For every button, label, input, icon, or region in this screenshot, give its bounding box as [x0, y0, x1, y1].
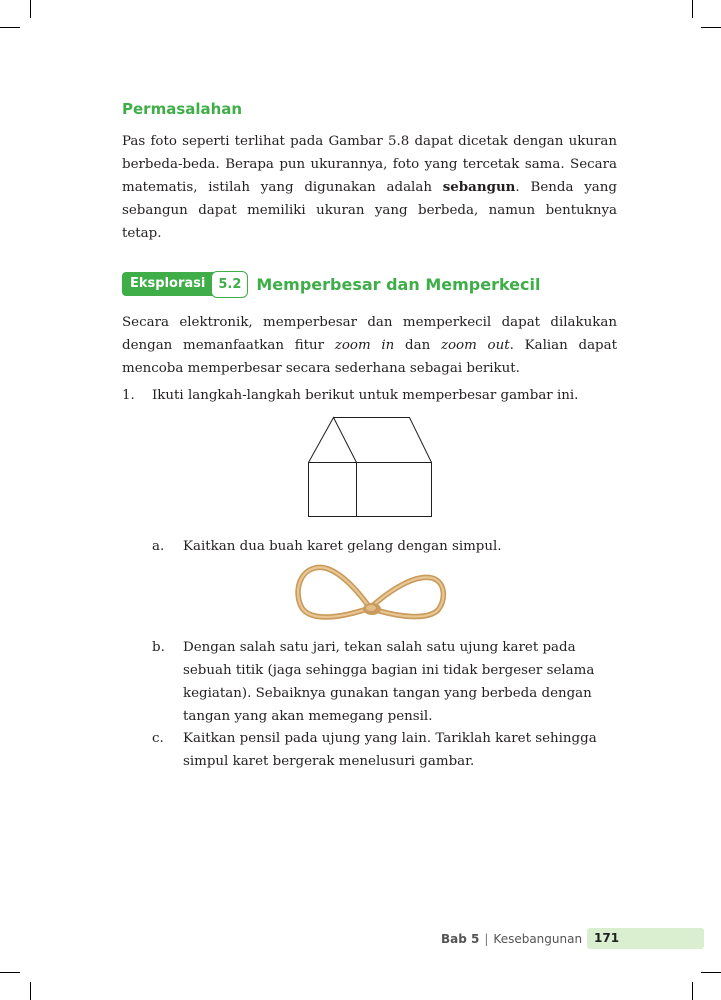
- exploration-title: Memperbesar dan Memperkecil: [256, 274, 541, 294]
- substep-text: Dengan salah satu jari, tekan salah satu ujung karet pada sebuah titik (jaga sehingga bagian ini tidak bergeser selama kegiatan). Sebaiknya gunakan tangan yang berbeda dengan tangan yang akan memegang pensil.: [183, 640, 595, 724]
- substep-letter: b.: [152, 640, 165, 655]
- substep-text: Kaitkan dua buah karet gelang dengan simpul.: [183, 539, 502, 554]
- paragraph-text: . Benda yang sebangun dapat memiliki ukuran yang berbeda, namun bentuknya tetap.: [122, 180, 617, 241]
- intro-text: Secara elektronik, memperbesar dan memperkecil dapat dilakukan dengan memanfaatkan fitur: [122, 315, 617, 353]
- exploration-label: Eksplorasi: [122, 272, 215, 296]
- crop-mark: [701, 27, 721, 28]
- italic-term: zoom out: [440, 338, 510, 353]
- intro-text: dan: [394, 338, 441, 353]
- house-figure: [300, 410, 440, 522]
- footer-separator: |: [484, 932, 489, 946]
- exploration-number: 5.2: [211, 271, 248, 298]
- rubber-band-knot-highlight: [366, 605, 376, 611]
- crop-mark: [692, 982, 693, 1000]
- step-number: 1.: [122, 388, 135, 403]
- footer-topic: Kesebangunan: [493, 932, 583, 946]
- step-text: Ikuti langkah-langkah berikut untuk memperbesar gambar ini.: [152, 388, 579, 403]
- page-number: 171: [594, 931, 620, 945]
- substep-letter: c.: [152, 731, 164, 746]
- substep-a: [152, 535, 617, 559]
- house-left-wall: [309, 463, 357, 517]
- step-1: [122, 384, 617, 408]
- crop-mark: [692, 0, 693, 18]
- crop-mark: [701, 972, 721, 973]
- bold-term: sebangun: [442, 179, 516, 195]
- footer-chapter: Bab 5: [441, 932, 480, 946]
- house-roof: [334, 418, 432, 463]
- house-gable: [309, 418, 357, 463]
- substep-b: [152, 636, 617, 730]
- substep-letter: a.: [152, 539, 165, 554]
- rubber-band-illustration: [290, 560, 450, 626]
- crop-mark: [30, 982, 31, 1000]
- section-heading: Permasalahan: [122, 100, 243, 118]
- paragraph-text: Pas foto seperti terlihat pada Gambar 5.8 dapat dicetak dengan ukuran berbeda-beda. Berapa pun ukurannya, foto yang tercetak sama. Secara matematis, istilah yang digunakan adalah: [122, 134, 617, 195]
- crop-mark: [30, 0, 31, 18]
- substep-c: [152, 727, 617, 775]
- rubber-band-left-loop: [298, 567, 370, 617]
- house-right-wall: [357, 463, 432, 517]
- substep-text: Kaitkan pensil pada ujung yang lain. Tariklah karet sehingga simpul karet bergerak menelusuri gambar.: [183, 731, 597, 769]
- intro-text: . Kalian dapat mencoba memperbesar secara sederhana sebagai berikut.: [122, 338, 617, 376]
- crop-mark: [0, 972, 20, 973]
- crop-mark: [0, 27, 20, 28]
- footer: [441, 928, 582, 950]
- italic-term: zoom in: [334, 338, 395, 353]
- exploration-header: [122, 270, 540, 298]
- exploration-intro: [122, 311, 617, 380]
- problem-paragraph: [122, 130, 617, 245]
